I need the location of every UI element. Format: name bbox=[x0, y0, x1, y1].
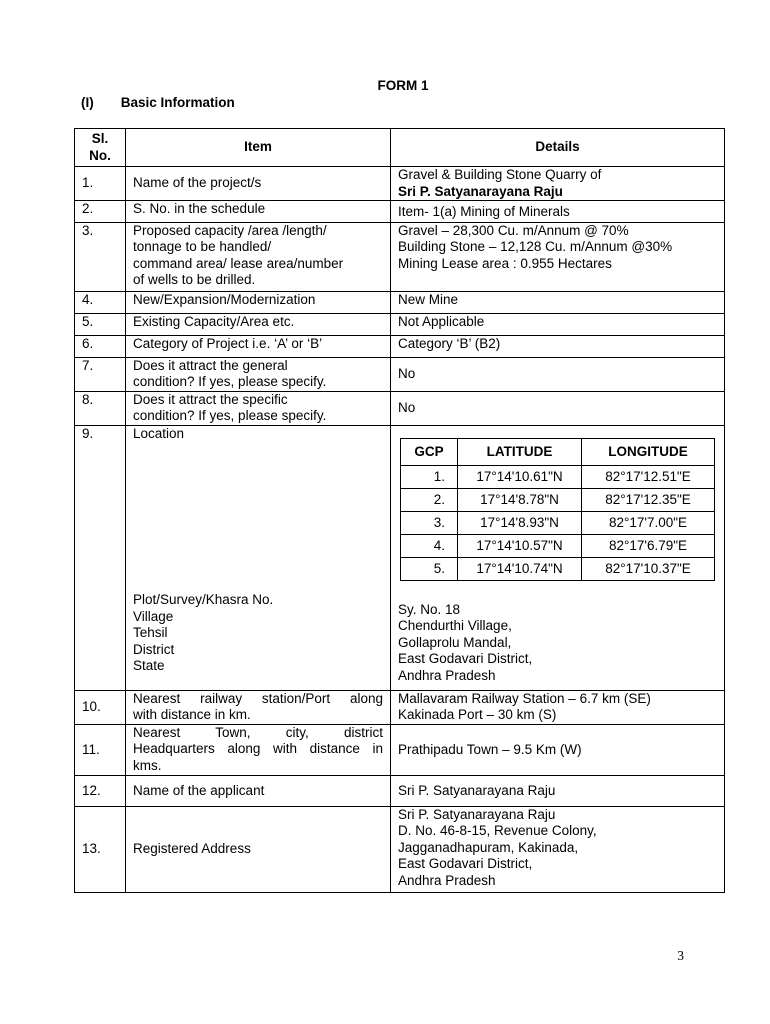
row-item: Nearest Town, city, district Headquarters along with distance in kms. bbox=[126, 725, 391, 776]
table-row bbox=[75, 358, 725, 392]
table-row bbox=[75, 201, 725, 223]
table-row bbox=[75, 725, 725, 776]
table-header-row bbox=[75, 129, 725, 167]
plot-values: Sy. No. 18 Chendurthi Village, Gollaprolu Mandal, East Godavari District, Andhra Pradesh bbox=[398, 602, 533, 683]
row-details: Sri P. Satyanarayana Raju D. No. 46-8-15, Revenue Colony, Jagganadhapuram, Kakinada, East Godavari District, Andhra Pradesh bbox=[391, 807, 725, 893]
row-details: No bbox=[391, 358, 725, 392]
row-number: 13. bbox=[75, 807, 126, 893]
gcp-row: 3. 17°14'8.93"N 82°17'7.00"E bbox=[401, 512, 715, 535]
row-number: 9. bbox=[75, 426, 126, 691]
header-item: Item bbox=[126, 129, 391, 167]
row-number: 7. bbox=[75, 358, 126, 392]
section-number: (I) bbox=[81, 95, 94, 110]
row-details: Item- 1(a) Mining of Minerals bbox=[391, 201, 725, 223]
gcp-table bbox=[400, 438, 715, 581]
row-details: Prathipadu Town – 9.5 Km (W) bbox=[391, 725, 725, 776]
section-heading bbox=[81, 95, 235, 110]
row-number: 2. bbox=[75, 201, 126, 223]
table-row bbox=[75, 691, 725, 725]
gcp-row: 5. 17°14'10.74"N 82°17'10.37"E bbox=[401, 558, 715, 581]
latitude-header: LATITUDE bbox=[458, 439, 582, 466]
row-details: No bbox=[391, 392, 725, 426]
row-number: 5. bbox=[75, 314, 126, 336]
basic-information-table bbox=[74, 128, 725, 893]
row-item: Does it attract the specific condition? If yes, please specify. bbox=[126, 392, 391, 426]
row-details: Sri P. Satyanarayana Raju bbox=[391, 776, 725, 807]
row-number: 11. bbox=[75, 725, 126, 776]
longitude-header: LONGITUDE bbox=[582, 439, 715, 466]
row-item: Does it attract the general condition? If yes, please specify. bbox=[126, 358, 391, 392]
plot-labels: Plot/Survey/Khasra No. Village Tehsil District State bbox=[133, 592, 274, 674]
row-number: 4. bbox=[75, 292, 126, 314]
location-row bbox=[75, 426, 725, 691]
section-title: Basic Information bbox=[120, 95, 235, 110]
form-title: FORM 1 bbox=[377, 78, 429, 93]
row-number: 12. bbox=[75, 776, 126, 807]
row-details: New Mine bbox=[391, 292, 725, 314]
row-details: Not Applicable bbox=[391, 314, 725, 336]
row-number: 10. bbox=[75, 691, 126, 725]
row-details: Mallavaram Railway Station – 6.7 km (SE) Kakinada Port – 30 km (S) bbox=[391, 691, 725, 725]
row-details: Gravel & Building Stone Quarry of Sri P. Satyanarayana Raju bbox=[391, 167, 725, 201]
location-details bbox=[391, 426, 725, 691]
table-row bbox=[75, 807, 725, 893]
table-row bbox=[75, 292, 725, 314]
row-item: Proposed capacity /area /length/ tonnage to be handled/ command area/ lease area/number of wells to be drilled. bbox=[126, 223, 391, 292]
project-owner: Sri P. Satyanarayana Raju bbox=[398, 183, 563, 199]
row-details: Gravel – 28,300 Cu. m/Annum @ 70% Building Stone – 12,128 Cu. m/Annum @30% Mining Lease area : 0.955 Hectares bbox=[391, 223, 725, 292]
table-row bbox=[75, 776, 725, 807]
row-number: 8. bbox=[75, 392, 126, 426]
row-item: Registered Address bbox=[126, 807, 391, 893]
table-row bbox=[75, 392, 725, 426]
page-number: 3 bbox=[677, 948, 684, 963]
row-details: Category ‘B’ (B2) bbox=[391, 336, 725, 358]
row-number: 6. bbox=[75, 336, 126, 358]
row-item: Nearest railway station/Port along with distance in km. bbox=[126, 691, 391, 725]
table-row bbox=[75, 167, 725, 201]
table-row bbox=[75, 314, 725, 336]
gcp-row: 2. 17°14'8.78"N 82°17'12.35"E bbox=[401, 489, 715, 512]
row-item: S. No. in the schedule bbox=[126, 201, 391, 223]
row-item: New/Expansion/Modernization bbox=[126, 292, 391, 314]
table-row bbox=[75, 336, 725, 358]
row-item: Existing Capacity/Area etc. bbox=[126, 314, 391, 336]
location-item bbox=[126, 426, 391, 691]
gcp-header: GCP bbox=[401, 439, 458, 466]
gcp-row: 4. 17°14'10.57"N 82°17'6.79"E bbox=[401, 535, 715, 558]
row-number: 1. bbox=[75, 167, 126, 201]
header-details: Details bbox=[391, 129, 725, 167]
location-label: Location bbox=[133, 426, 185, 441]
header-sl-no: Sl. No. bbox=[75, 129, 126, 167]
row-item: Name of the applicant bbox=[126, 776, 391, 807]
row-item: Category of Project i.e. ‘A’ or ‘B’ bbox=[126, 336, 391, 358]
gcp-row: 1. 17°14'10.61"N 82°17'12.51"E bbox=[401, 466, 715, 489]
table-row bbox=[75, 223, 725, 292]
row-item: Name of the project/s bbox=[126, 167, 391, 201]
row-number: 3. bbox=[75, 223, 126, 292]
